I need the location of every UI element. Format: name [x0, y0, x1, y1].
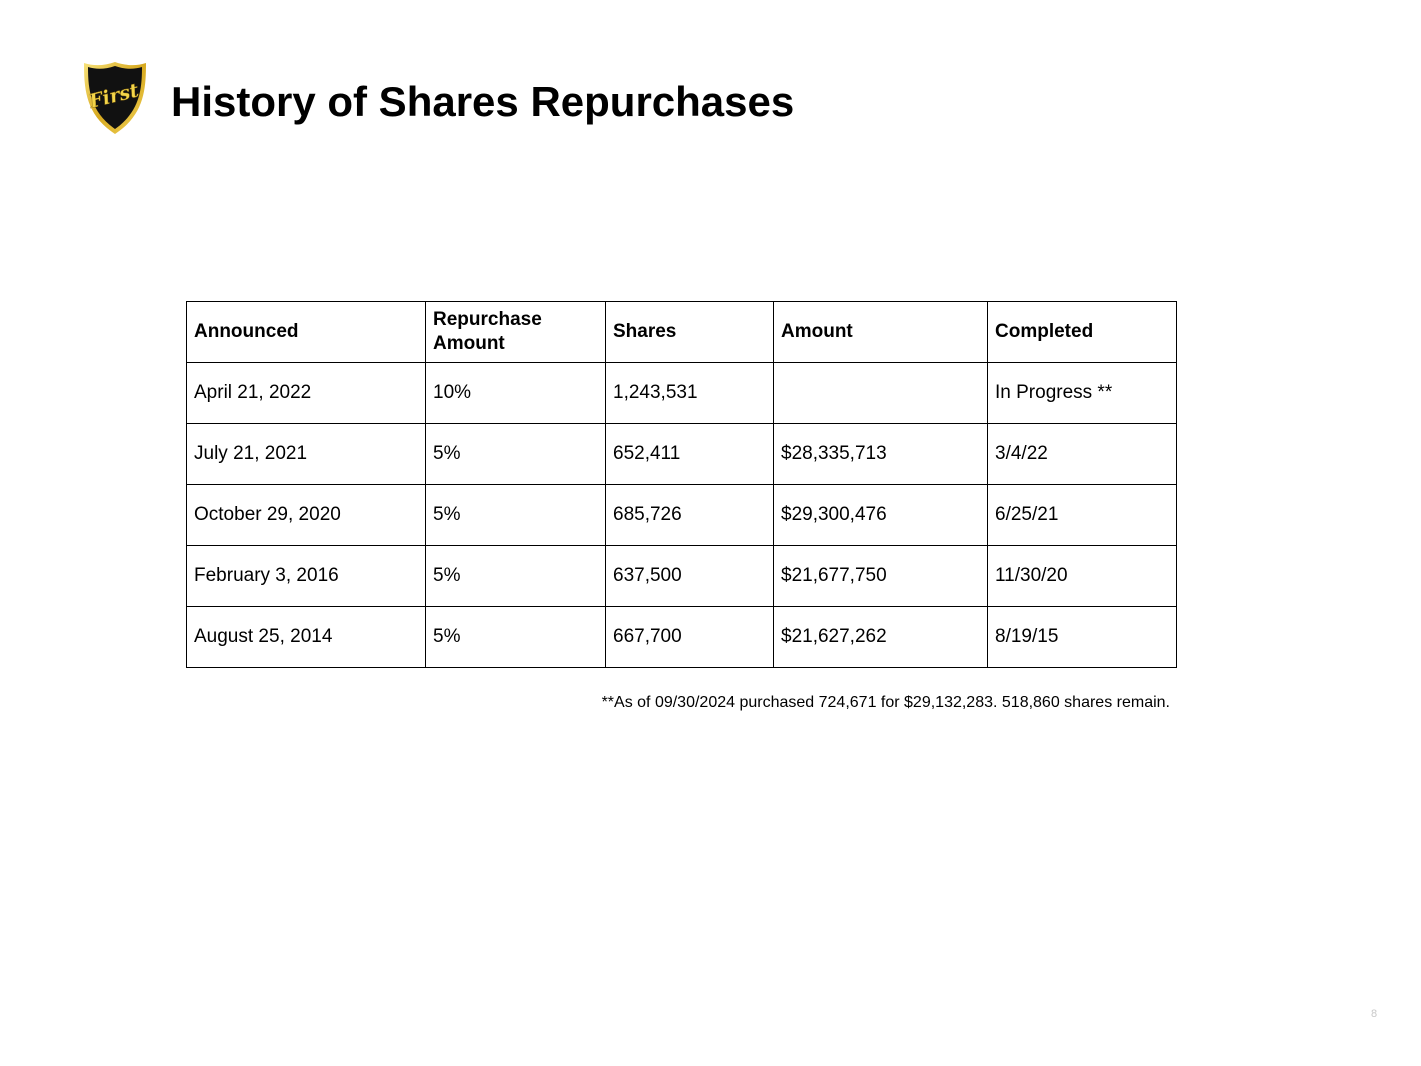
cell-announced: April 21, 2022 — [187, 363, 426, 424]
header-repurchase-amount: Repurchase Amount — [426, 302, 606, 363]
cell-announced: February 3, 2016 — [187, 546, 426, 607]
header-announced: Announced — [187, 302, 426, 363]
header-amount: Amount — [774, 302, 988, 363]
cell-announced: October 29, 2020 — [187, 485, 426, 546]
cell-amount: $21,677,750 — [774, 546, 988, 607]
cell-repurchase-amount: 5% — [426, 485, 606, 546]
cell-amount: $29,300,476 — [774, 485, 988, 546]
header-shares: Shares — [606, 302, 774, 363]
page-title: History of Shares Repurchases — [171, 78, 795, 125]
cell-shares: 637,500 — [606, 546, 774, 607]
footnote: **As of 09/30/2024 purchased 724,671 for $29,132,283. 518,860 shares remain. — [601, 694, 1170, 711]
cell-amount: $28,335,713 — [774, 424, 988, 485]
company-logo — [82, 60, 148, 136]
cell-shares: 667,700 — [606, 607, 774, 668]
cell-shares: 685,726 — [606, 485, 774, 546]
cell-repurchase-amount: 10% — [426, 363, 606, 424]
table-header-row — [187, 302, 1177, 363]
cell-completed: 3/4/22 — [988, 424, 1177, 485]
cell-completed: 11/30/20 — [988, 546, 1177, 607]
table-row — [187, 607, 1177, 668]
page-number: 8 — [1370, 1008, 1378, 1020]
cell-completed: 6/25/21 — [988, 485, 1177, 546]
table-row — [187, 546, 1177, 607]
cell-completed: In Progress ** — [988, 363, 1177, 424]
cell-announced: July 21, 2021 — [187, 424, 426, 485]
table-row — [187, 424, 1177, 485]
cell-completed: 8/19/15 — [988, 607, 1177, 668]
cell-announced: August 25, 2014 — [187, 607, 426, 668]
cell-shares: 1,243,531 — [606, 363, 774, 424]
cell-repurchase-amount: 5% — [426, 424, 606, 485]
header-completed: Completed — [988, 302, 1177, 363]
cell-repurchase-amount: 5% — [426, 607, 606, 668]
table-row — [187, 485, 1177, 546]
cell-amount: $21,627,262 — [774, 607, 988, 668]
repurchase-history-table — [186, 301, 1177, 668]
cell-repurchase-amount: 5% — [426, 546, 606, 607]
cell-shares: 652,411 — [606, 424, 774, 485]
svg-text:First: First — [87, 79, 142, 113]
cell-amount — [774, 363, 988, 424]
table-row — [187, 363, 1177, 424]
